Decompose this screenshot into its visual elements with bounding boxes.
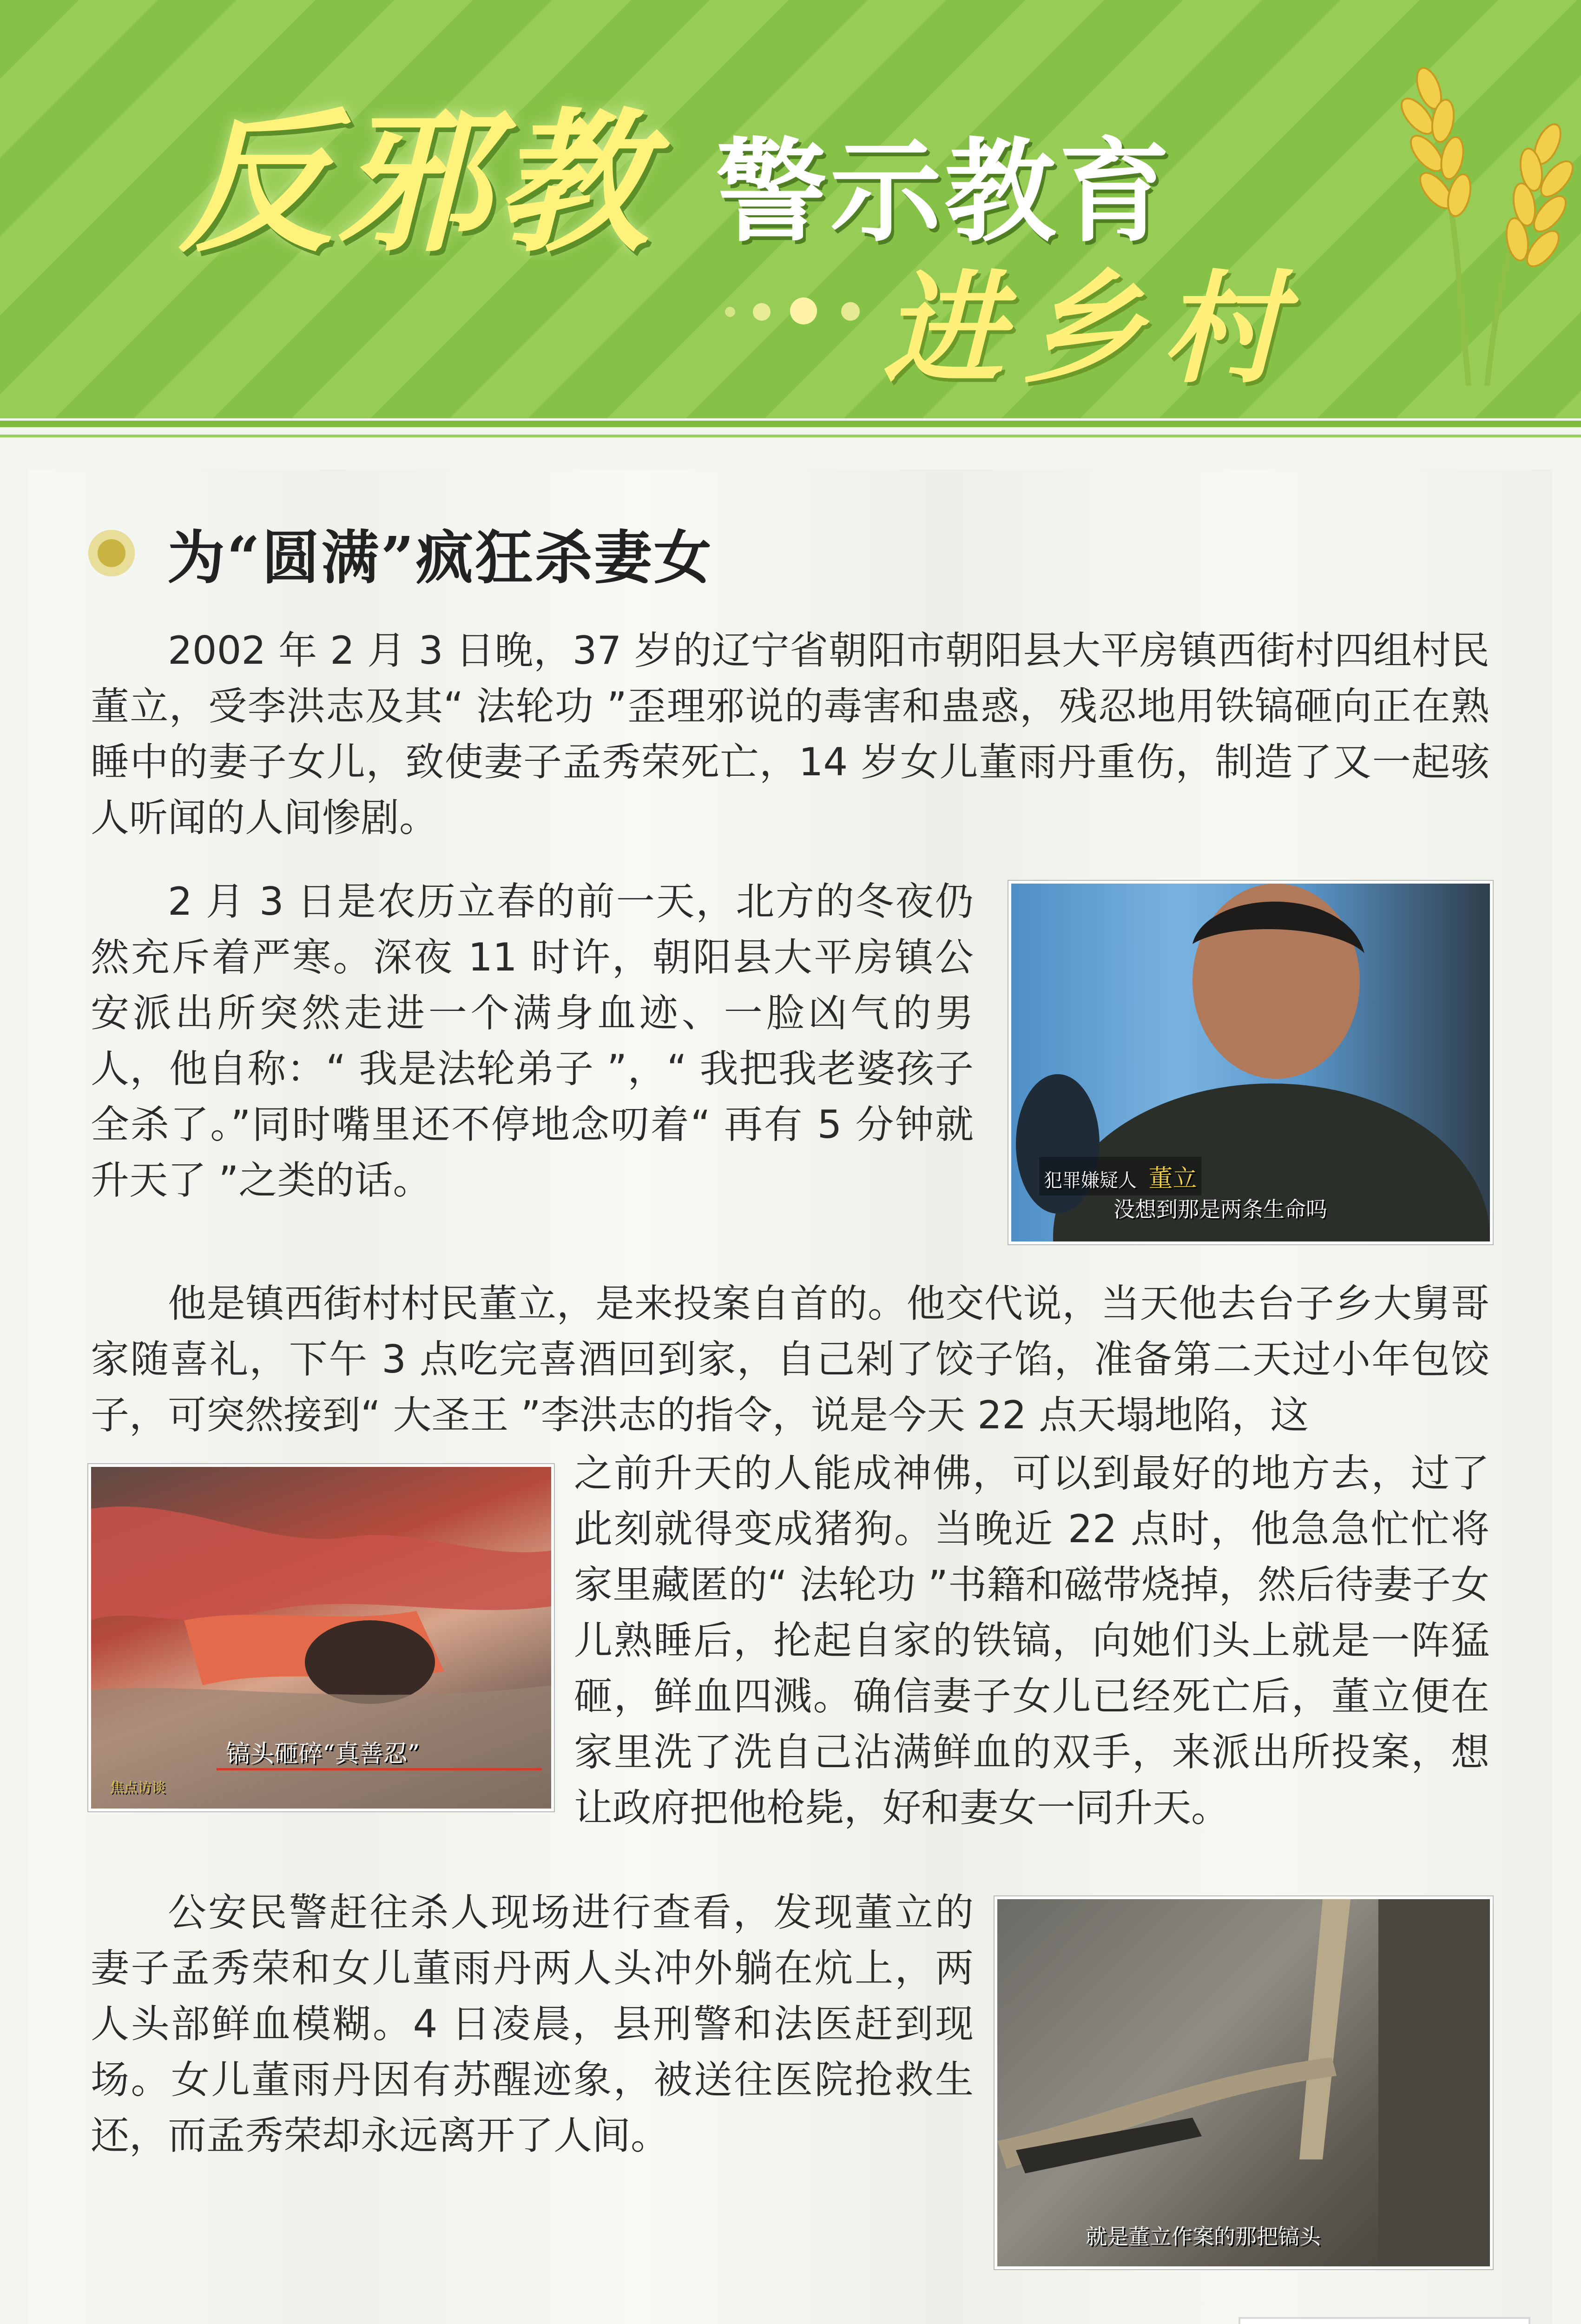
section-heading xyxy=(88,507,713,600)
header-banner xyxy=(0,0,1581,418)
scene-caption: 镐头砸碎“真善忍” xyxy=(226,1740,420,1768)
suspect-photo xyxy=(1008,881,1493,1244)
title-sub: 警示教育 xyxy=(716,127,1173,257)
title-main: 反邪教 xyxy=(179,94,653,273)
paragraph-3-top: 他是镇西街村村民董立，是来投案自首的。他交代说，当天他去台子乡大舅哥家随喜礼，下午 3 点吃完喜酒回到家，自己剁了饺子馅，准备第二天过小年包饺子，可突然接到“ 大圣王 ”李洪志的指令，说是今天 22 点天塌地陷，这 xyxy=(91,1281,1489,1438)
pickaxe-caption: 就是董立作案的那把镐头 xyxy=(1086,2224,1321,2249)
article-heading: 为“圆满”疯狂杀妻女 xyxy=(167,524,713,592)
paragraph-3-continued: 之前升天的人能成神佛，可以到最好的地方去，过了此刻就得变成猪狗。当晚近 22 点时，他急急忙忙将家里藏匿的“ 法轮功 ”书籍和磁带烧掉，然后待妻子女儿熟睡后，抡起自家的铁镐，向她们头上就是一阵猛砸，鲜血四溅。确信妻子女儿已经死亡后，董立便在家里洗了洗自己沾满鲜血的双手，来派出所投案，想让政府把他枪毙，好和妻女一同升天。 xyxy=(574,1451,1489,1830)
qr-code[interactable] xyxy=(1238,2317,1530,2324)
title-cursive: 进乡村 xyxy=(883,259,1301,400)
scene-photo xyxy=(88,1464,554,1811)
suspect-caption: 没想到那是两条生命吗 xyxy=(1113,1197,1327,1222)
program-logo: 焦点访谈 xyxy=(110,1780,165,1796)
qr-code-icon xyxy=(1240,2319,1528,2324)
pickaxe-photo xyxy=(995,1896,1493,2269)
header-divider-thin xyxy=(0,435,1581,437)
suspect-label: 犯罪嫌疑人 董立 xyxy=(1039,1157,1201,1195)
paragraph-2: 2 月 3 日是农历立春的前一天，北方的冬夜仍然充斥着严寒。深夜 11 时许，朝阳县大平房镇公安派出所突然走进一个满身血迹、一脸凶气的男人，他自称：“ 我是法轮弟子 ”，“ 我把我老婆孩子全杀了。”同时嘴里还不停地念叨着“ 再有 5 分钟就升天了 ”之类的话。 xyxy=(91,879,974,1203)
wheat-icon xyxy=(1348,51,1580,386)
paragraph-4: 公安民警赶往杀人现场进行查看，发现董立的妻子孟秀荣和女儿董雨丹两人头冲外躺在炕上，两人头部鲜血模糊。4 日凌晨，县刑警和法医赶到现场。女儿董雨丹因有苏醒迹象，被送往医院抢救生还，而孟秀荣却永远离开了人间。 xyxy=(91,1890,974,2158)
bullet-icon xyxy=(88,530,135,576)
paragraph-1: 2002 年 2 月 3 日晚，37 岁的辽宁省朝阳市朝阳县大平房镇西街村四组村民董立，受李洪志及其“ 法轮功 ”歪理邪说的毒害和蛊惑，残忍地用铁镐砸向正在熟睡中的妻子女儿，致使妻子孟秀荣死亡，14 岁女儿董雨丹重伤，制造了又一起骇人听闻的人间惨剧。 xyxy=(91,628,1489,840)
pickaxe-icon xyxy=(997,1899,1490,2266)
caption-underline xyxy=(217,1768,542,1770)
header-divider xyxy=(0,421,1581,427)
